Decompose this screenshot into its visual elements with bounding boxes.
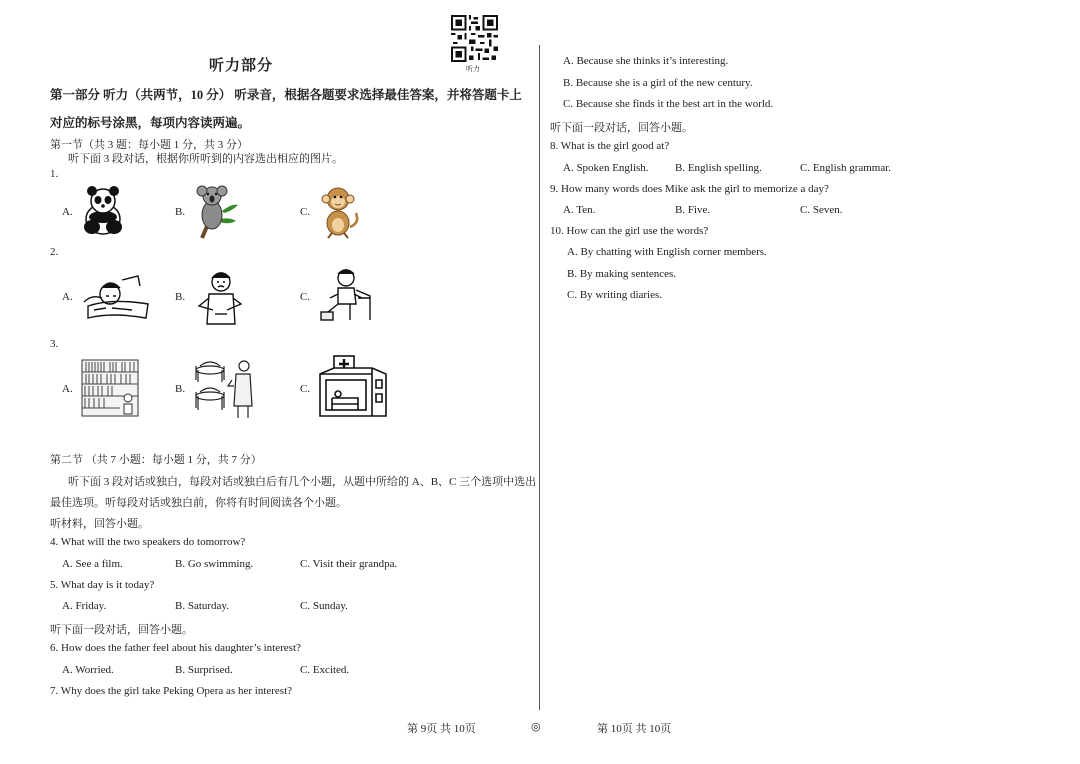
question-text: 5. What day is it today? — [50, 579, 155, 591]
sick-in-bed-picture — [82, 272, 150, 322]
page-number-right: 第 10页 共 10页 — [597, 723, 672, 735]
option-c: C. Sunday. — [300, 600, 348, 612]
option-c: C. Excited. — [300, 664, 350, 676]
section2-instruction: 最佳选项。听每段对话或独白前，你将有时间阅读各个小题。 — [50, 497, 347, 509]
monkey-picture — [318, 183, 360, 239]
section2-instruction: 听下面 3 段对话或独白，每段对话或独白后有几个小题，从题中所给的 A、B、C 三个选项中选出 — [68, 476, 537, 488]
page-title: 听力部分 — [209, 58, 274, 74]
option-b: B. English spelling. — [675, 162, 762, 174]
library-picture — [80, 358, 140, 418]
option-a: A. Friday. — [62, 600, 107, 612]
question-number: 2. — [50, 246, 59, 258]
question-text: 8. What is the girl good at? — [550, 140, 670, 152]
option-a: A. Spoken English. — [563, 162, 649, 174]
section1-heading: 第一节（共 3 题：每小题 1 分，共 3 分） — [50, 139, 248, 151]
footer-mark: ◎ — [531, 721, 541, 733]
part1-line2: 对应的标号涂黑，每项内容读两遍。 — [50, 116, 251, 130]
koala-picture — [192, 183, 242, 239]
listening-material-note: 听材料，回答小题。 — [50, 518, 149, 530]
option-b: B. Surprised. — [175, 664, 233, 676]
option-label: B. — [175, 206, 186, 218]
part1-line1: 第一部分 听力（共两节，10 分） 听录音，根据各题要求选择最佳答案，并将答题卡上 — [50, 88, 522, 102]
option-b: B. By making sentences. — [567, 268, 677, 280]
section1-instruction: 听下面 3 段对话，根据你所听到的内容选出相应的图片。 — [68, 153, 343, 165]
option-a: A. Worried. — [62, 664, 114, 676]
question-number: 1. — [50, 168, 59, 180]
page-number-left: 第 9页 共 10页 — [407, 723, 476, 735]
option-b: B. Because she is a girl of the new century. — [563, 77, 753, 89]
question-text: 4. What will the two speakers do tomorrow? — [50, 536, 246, 548]
restaurant-picture — [192, 356, 256, 420]
option-a: A. See a film. — [62, 558, 123, 570]
question-text: 6. How does the father feel about his daughter’s interest? — [50, 642, 301, 654]
option-a: A. Ten. — [563, 204, 596, 216]
question-number: 3. — [50, 338, 59, 350]
option-label: C. — [300, 291, 311, 303]
column-divider — [539, 45, 540, 710]
panda-picture — [80, 185, 126, 237]
option-label: C. — [300, 383, 311, 395]
option-b: B. Go swimming. — [175, 558, 254, 570]
option-a: A. Because she thinks it’s interesting. — [563, 55, 729, 67]
option-c: C. Seven. — [800, 204, 843, 216]
option-c: C. Visit their grandpa. — [300, 558, 398, 570]
qr-code — [451, 15, 498, 62]
question-text: 10. How can the girl use the words? — [550, 225, 709, 237]
option-c: C. English grammar. — [800, 162, 892, 174]
option-label: A. — [62, 291, 73, 303]
option-label: A. — [62, 206, 73, 218]
qr-label: 听力 — [466, 65, 480, 73]
question-text: 7. Why does the girl take Peking Opera as her interest? — [50, 685, 293, 697]
option-b: B. Five. — [675, 204, 711, 216]
stomachache-picture — [195, 270, 245, 326]
dialogue-note: 听下面一段对话，回答小题。 — [50, 624, 193, 636]
option-label: A. — [62, 383, 73, 395]
dialogue-note: 听下面一段对话，回答小题。 — [550, 122, 693, 134]
option-b: B. Saturday. — [175, 600, 229, 612]
option-c: C. Because she finds it the best art in the world. — [563, 98, 774, 110]
hospital-picture — [318, 354, 388, 422]
option-c: C. By writing diaries. — [567, 289, 663, 301]
option-label: C. — [300, 206, 311, 218]
option-label: B. — [175, 383, 186, 395]
option-label: B. — [175, 291, 186, 303]
section2-heading: 第二节 （共 7 小题：每小题 1 分，共 7 分） — [50, 454, 262, 466]
question-text: 9. How many words does Mike ask the girl to memorize a day? — [550, 183, 829, 195]
injured-leg-picture — [320, 268, 374, 324]
option-a: A. By chatting with English corner members. — [567, 246, 767, 258]
